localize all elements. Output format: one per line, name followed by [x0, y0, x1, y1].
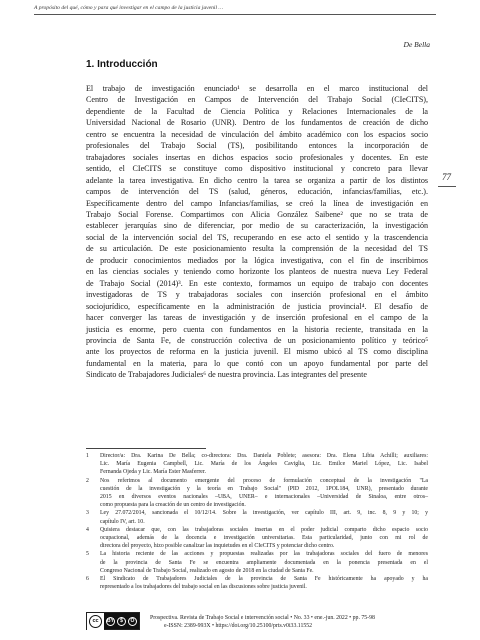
- footnote-number: 1: [86, 453, 89, 459]
- footnote-line: Nos referimos al documento emergente del proceso de formulación conceptual de la investigación "La: [100, 477, 428, 484]
- noncommercial-icon: $: [117, 617, 126, 626]
- body-line: Universidad Nacional de Rosario (UNR). Dentro de los fundamentos de creación de dicho: [86, 118, 428, 128]
- section-title: 1. Introducción: [86, 59, 158, 70]
- body-line: centro se encuentra la necesidad de vinculación del ámbito académico con los espacios socio: [86, 129, 428, 139]
- body-line: social de la intervención social del TS, recuperando en ese acto el sentido y la trascendencia: [86, 232, 428, 242]
- footnote: [86, 526, 428, 551]
- footnote-line: Congreso Nacional de Trabajo Social, realizado en agosto de 2018 en la ciudad de Santa Fe.: [100, 567, 314, 574]
- creative-commons-license-badge[interactable]: [86, 612, 140, 630]
- body-line: campos de intervención del TS (salud, géneros, educación, infancias/familias, etc.).: [86, 187, 428, 197]
- body-line: establecer jerarquías sino de diferenciar, por medio de su caracterización, la investigación: [86, 221, 428, 231]
- body-line: adelante la tarea investigativa. En dicho centro la tarea se organiza a partir de los distintos: [86, 175, 428, 185]
- body-line: hacer converger las tareas de investigación y de inserción profesional en el campo de la: [86, 313, 428, 323]
- footnote-number: 6: [86, 576, 89, 583]
- journal-info: [150, 614, 450, 630]
- footnotes: [86, 452, 428, 591]
- running-head: A propósito del qué, cómo y para qué investigar en el campo de la justicia juvenil …: [34, 5, 224, 11]
- body-line: de Trabajo Social (2014)³. En este contexto, formamos un equipo de trabajo con docentes: [86, 278, 428, 288]
- footnote: [86, 477, 428, 510]
- footnote-line: cuestión de la investigación y la teoría en Trabajo Social" (PID 2012, 1POL184, UNR), presentado durante: [100, 485, 428, 492]
- footnote: [86, 452, 428, 477]
- footnote: [86, 550, 428, 575]
- header-rule: [34, 14, 436, 15]
- page-number: 77: [442, 172, 451, 182]
- footnote-line: Lic. María Eugenia Campbell, Lic. María de los Ángeles Caviglia, Lic. Emilce Mariel López, Lic. Isabel: [100, 461, 428, 468]
- body-line: Centro de Investigación en Campos de Intervención del Trabajo Social (CIeCITS),: [86, 95, 428, 105]
- body-line: trabajadores sociales insertas en dichos espacios socio profesionales y docentes. En este: [86, 152, 428, 162]
- body-line: en las ciencias sociales y teniendo como horizonte los planteos de nuestra nueva Ley Federal: [86, 267, 428, 277]
- license-terms: [104, 613, 139, 629]
- body-line: dependiente de la Facultad de Ciencia Política y Relaciones Internacionales de la: [86, 106, 428, 116]
- sharealike-icon: O: [128, 617, 137, 626]
- body-line: justicia es enorme, pero cuenta con fundamentos en la historia reciente, transitada en la: [86, 324, 428, 334]
- body-line: fundamental en la materia, para lo que contó con un apoyo fundamental por parte del: [86, 358, 428, 368]
- body-line: sociojurídico, específicamente en la administración de justicia provincial⁴. El desafío de: [86, 301, 428, 311]
- author-name: De Bella: [403, 40, 430, 49]
- body-line: Trabajo Social Forense. Compartimos con Alicia González Saibene² que no se trata de: [86, 209, 428, 219]
- body-line: Sindicato de Trabajadores Judiciales⁶ de nuestra provincia. Las integrantes del presente: [86, 370, 367, 380]
- cc-icon: cc: [87, 613, 104, 630]
- footnote-line: 2015 en diversos eventos nacionales –UBA, UNER– e internacionales –Universidad de Sinaloa, entre otros–: [100, 494, 428, 501]
- footnote-line: La historia reciente de las acciones y propuestas realizadas por las trabajadoras sociales del fuero de menores: [100, 551, 428, 558]
- footnote-number: 3: [86, 510, 89, 517]
- page-number-rule: [438, 186, 456, 187]
- footnote-line: capítulo IV, art. 10.: [100, 518, 145, 525]
- footnote-line: Director/a: Dra. Karina De Bella; co-directora: Dra. Daniela Poblete; asesora: Dra. Elena Libia Achilli; auxiliares:: [100, 453, 428, 459]
- body-line: provincia de Santa Fe, de construcción colectiva de un posicionamiento político y teórico⁵: [86, 335, 428, 345]
- body-line: de su articulación. De este posicionamiento resulta la comprensión de la necesidad del TS: [86, 244, 428, 254]
- footnote-line: El Sindicato de Trabajadores Judiciales de la provincia de Santa Fe históricamente ha apoyado y ha: [100, 576, 428, 583]
- body-line: investigadoras de TS y trabajadoras sociales con inserción profesional en el ámbito: [86, 290, 428, 300]
- footnote-line: Ley 27.072/2014, sancionada el 10/12/14. Sobre la investigación, ver capítulo III, art. 9, inc. 8, 9 y 10; y: [100, 510, 428, 517]
- footnote-separator: [86, 448, 206, 449]
- body-line: El trabajo de investigación enunciado¹ se desarrolla en el marco institucional del: [86, 84, 428, 93]
- footnote-line: Fernanda Ojeda y Lic. María Ester Masferrer.: [100, 469, 206, 476]
- body-paragraph: [86, 83, 428, 381]
- body-line: ante los proyectos de reforma en la justicia juvenil. El mismo ubicó al TS como disciplina: [86, 347, 428, 357]
- body-line: profesionales del Trabajo Social (TS), posibilitando entonces la incorporación de: [86, 141, 428, 151]
- footnote-number: 5: [86, 551, 89, 558]
- footnote-number: 2: [86, 477, 89, 484]
- body-line: sentido, el CIeCITS se constituye como dispositivo institucional y concreto para llevar: [86, 164, 428, 174]
- footnote-line: de la provincia de Santa Fe se encuentra ampliamente documentada en la ponencia presentada en el: [100, 559, 428, 566]
- footnote-line: ocupacional, además de la docencia e investigación universitarias. Esta particularidad, junto con mi rol de: [100, 535, 428, 542]
- footnote-line: directora del proyecto, hizo posible canalizar las inquietudes en el CIeCITS y potenciar dicho centro.: [100, 543, 335, 550]
- footnote-line: representado a los trabajadores del trabajo social en las discusiones sobre justicia juvenil.: [100, 584, 307, 591]
- body-line: de producir conocimientos mediados por la lógica investigativa, con el fin de inscribirnos: [86, 255, 428, 265]
- footnote-line: como propuesta para la creación de un centro de investigación.: [100, 502, 246, 509]
- footnote: [86, 509, 428, 525]
- journal-citation: Prospectiva. Revista de Trabajo Social e intervención social • No. 33 • ene.-jun. 2022 • pp. 75-98: [150, 615, 375, 621]
- footnote-line: Quisiera destacar que, con las trabajadoras sociales insertas en el poder judicial comparto dicho espacio socio: [100, 526, 428, 533]
- body-line: Específicamente dentro del campo Infancias/familias, se creó la línea de investigación en: [86, 198, 428, 208]
- footnote-number: 4: [86, 526, 89, 533]
- journal-doi[interactable]: e-ISSN: 2389-993X • https://doi.org/10.25100/prts.v0i33.11552: [164, 623, 313, 629]
- footnote: [86, 575, 428, 591]
- attribution-icon: BY: [107, 617, 114, 624]
